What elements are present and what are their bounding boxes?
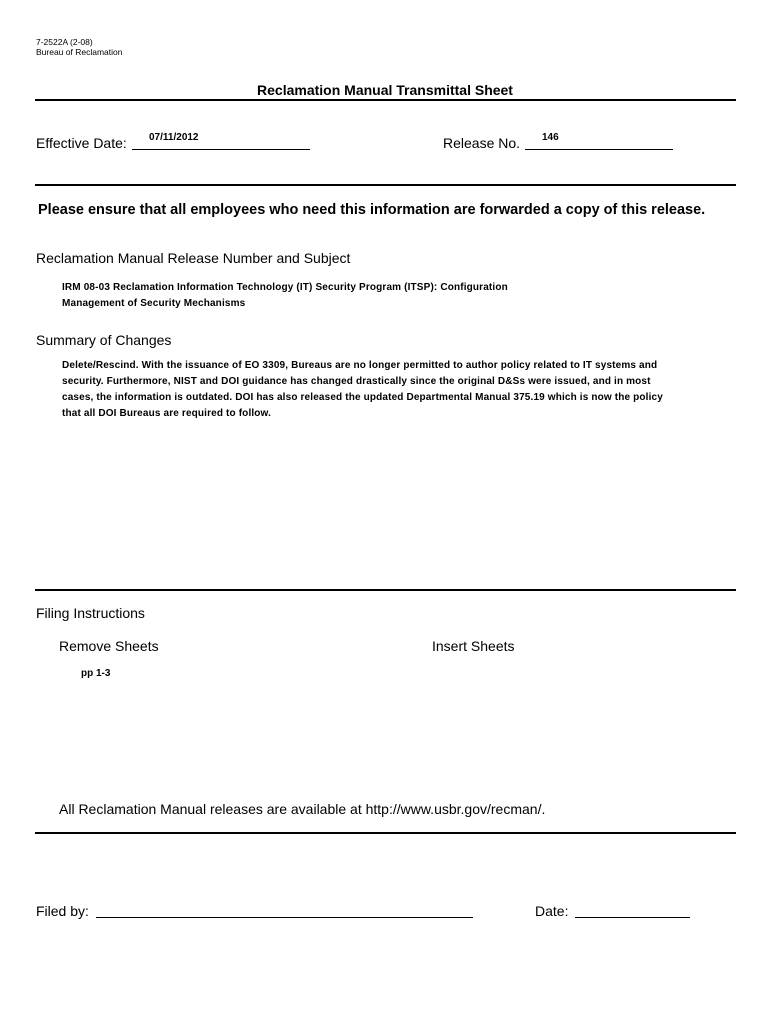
date-field[interactable] xyxy=(575,917,690,918)
insert-sheets-label: Insert Sheets xyxy=(432,638,515,654)
agency-name: Bureau of Reclamation xyxy=(36,47,123,57)
summary-line: security. Furthermore, NIST and DOI guidance has changed drastically since the original D&Ss were issued, and in most xyxy=(62,376,651,387)
date-label: Date: xyxy=(535,903,569,919)
header-rule xyxy=(35,184,736,186)
availability-note: All Reclamation Manual releases are available at http://www.usbr.gov/recman/. xyxy=(59,801,546,817)
filed-by-label: Filed by: xyxy=(36,903,89,919)
summary-rule xyxy=(35,589,736,591)
release-subject xyxy=(62,280,508,312)
effective-date-label: Effective Date: xyxy=(36,135,127,151)
summary-text xyxy=(62,358,663,422)
release-subject-line: Management of Security Mechanisms xyxy=(62,298,246,309)
distribution-notice: Please ensure that all employees who need this information are forwarded a copy of this release. xyxy=(38,202,706,218)
summary-line: cases, the information is outdated. DOI has also released the updated Departmental Manual 375.19 which is now the policy xyxy=(62,392,663,403)
effective-date-value: 07/11/2012 xyxy=(149,132,199,143)
remove-sheets-label: Remove Sheets xyxy=(59,638,159,654)
form-number: 7-2522A (2-08) xyxy=(36,37,93,47)
release-no-value: 146 xyxy=(542,132,559,143)
remove-sheets-value: pp 1-3 xyxy=(81,668,111,679)
release-no-label: Release No. xyxy=(443,135,521,151)
summary-line: that all DOI Bureaus are required to follow. xyxy=(62,408,272,419)
effective-date-field[interactable] xyxy=(132,149,310,150)
filed-by-field[interactable] xyxy=(96,917,473,918)
page-title: Reclamation Manual Transmittal Sheet xyxy=(257,82,513,98)
release-no-field[interactable] xyxy=(525,149,673,150)
summary-line: Delete/Rescind. With the issuance of EO 3309, Bureaus are no longer permitted to author policy related to IT systems and xyxy=(62,360,658,371)
filing-heading: Filing Instructions xyxy=(36,605,145,621)
title-rule xyxy=(35,99,736,101)
release-subject-heading: Reclamation Manual Release Number and Subject xyxy=(36,250,351,266)
summary-heading: Summary of Changes xyxy=(36,332,172,348)
release-subject-line: IRM 08-03 Reclamation Information Technology (IT) Security Program (ITSP): Configuration xyxy=(62,282,508,293)
filing-rule xyxy=(35,832,736,834)
